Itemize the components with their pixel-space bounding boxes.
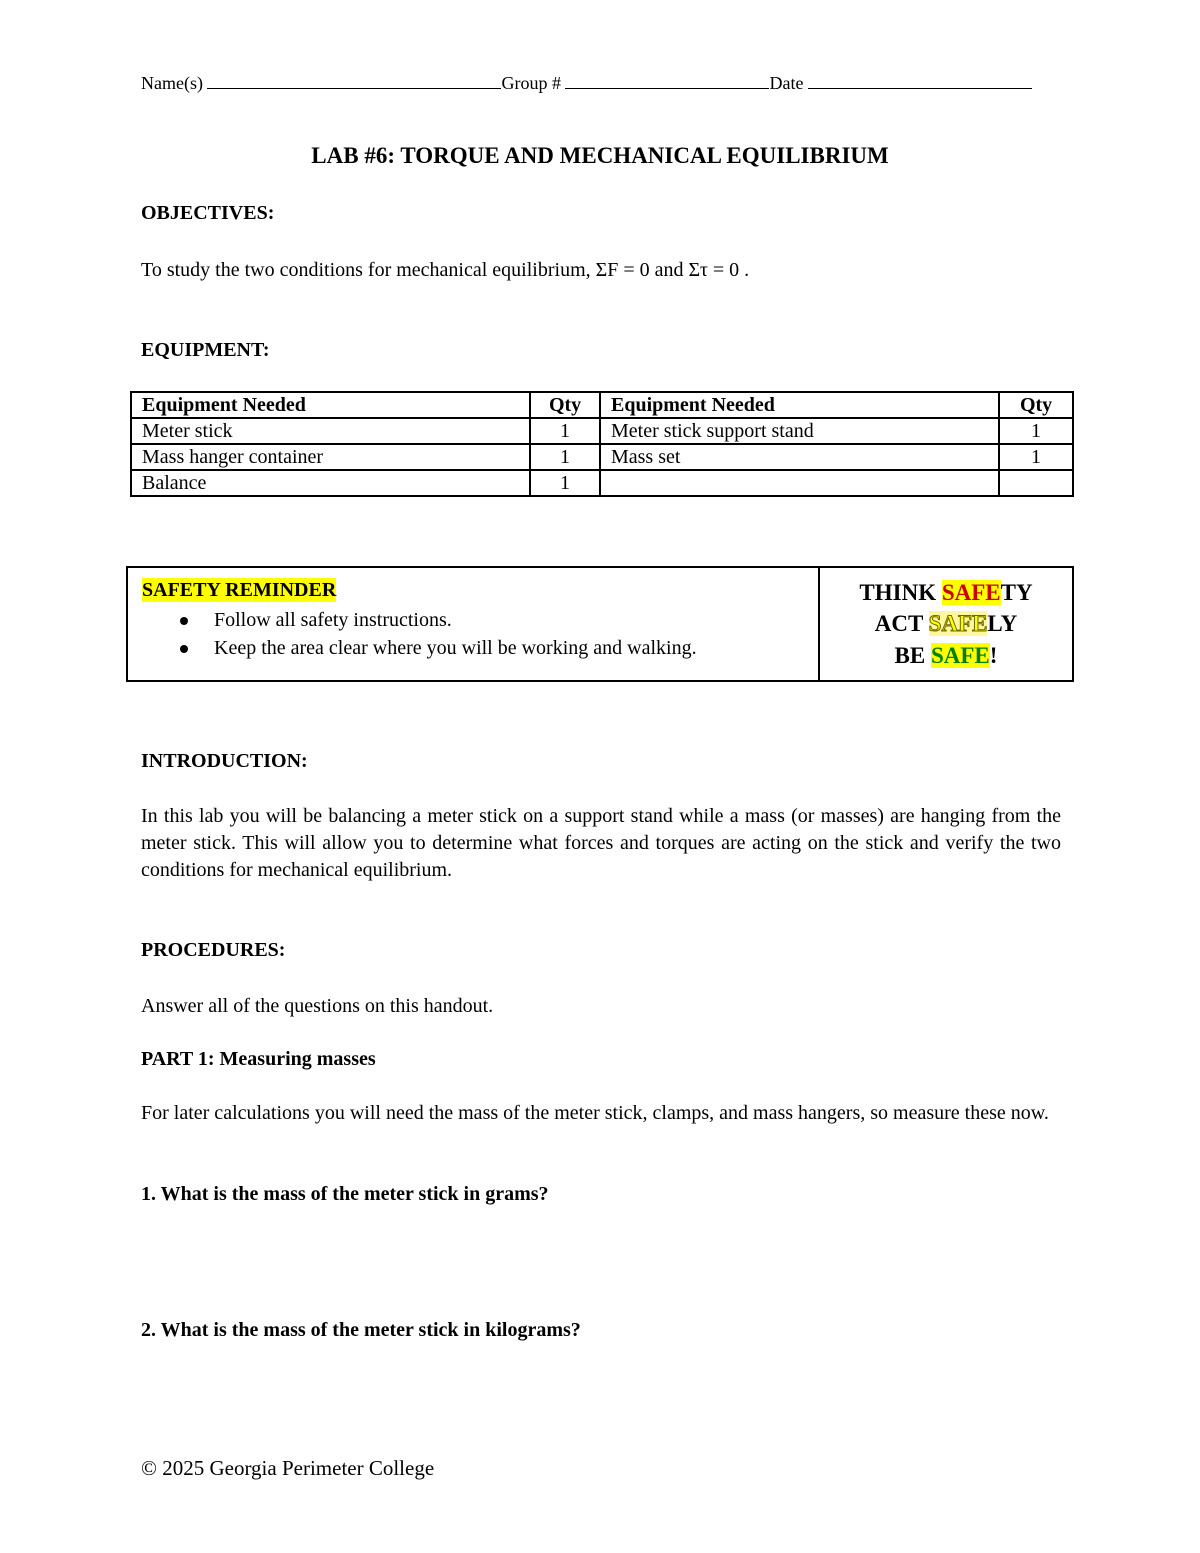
table-cell: Mass set bbox=[600, 444, 999, 470]
page-title: LAB #6: TORQUE AND MECHANICAL EQUILIBRIUM bbox=[311, 143, 889, 168]
column-header: Qty bbox=[999, 392, 1073, 418]
table-row bbox=[131, 418, 1073, 444]
slogan-text: ! bbox=[989, 643, 998, 668]
table-cell: 1 bbox=[530, 444, 600, 470]
safety-reminder-panel bbox=[128, 568, 820, 680]
table-cell: Meter stick bbox=[131, 418, 530, 444]
column-header: Equipment Needed bbox=[131, 392, 530, 418]
table-cell bbox=[600, 470, 999, 496]
table-cell: 1 bbox=[999, 444, 1073, 470]
objectives-text: To study the two conditions for mechanical equilibrium, ΣF = 0 and Στ = 0 . bbox=[141, 259, 750, 281]
procedures-heading: PROCEDURES: bbox=[141, 939, 286, 961]
table-cell: 1 bbox=[530, 418, 600, 444]
slogan-line-2 bbox=[820, 609, 1072, 639]
introduction-heading: INTRODUCTION: bbox=[141, 750, 308, 772]
question-1: 1. What is the mass of the meter stick in grams? bbox=[141, 1183, 549, 1205]
names-field[interactable] bbox=[207, 70, 501, 89]
question-2: 2. What is the mass of the meter stick in kilograms? bbox=[141, 1319, 581, 1341]
group-label: Group # bbox=[501, 73, 561, 93]
date-field[interactable] bbox=[808, 70, 1032, 89]
part1-heading: PART 1: Measuring masses bbox=[141, 1048, 376, 1070]
table-cell: Meter stick support stand bbox=[600, 418, 999, 444]
table-header-row bbox=[131, 392, 1073, 418]
table-cell: Balance bbox=[131, 470, 530, 496]
date-label: Date bbox=[769, 73, 804, 93]
table-cell: Mass hanger container bbox=[131, 444, 530, 470]
slogan-text: THINK bbox=[859, 580, 942, 605]
column-header: Equipment Needed bbox=[600, 392, 999, 418]
group-field[interactable] bbox=[565, 70, 769, 89]
list-item: Keep the area clear where you will be working and walking. bbox=[142, 634, 697, 662]
slogan-highlight: SAFE bbox=[930, 643, 990, 668]
slogan-text: LY bbox=[987, 611, 1018, 636]
slogan-highlight: SAFE bbox=[928, 611, 988, 636]
equipment-heading: EQUIPMENT: bbox=[141, 339, 270, 361]
footer-copyright: © 2025 Georgia Perimeter College bbox=[141, 1456, 435, 1480]
slogan-line-1 bbox=[820, 578, 1072, 608]
objectives-heading: OBJECTIVES: bbox=[141, 202, 275, 224]
slogan-text: BE bbox=[894, 643, 931, 668]
introduction-text: In this lab you will be balancing a meter stick on a support stand while a mass (or masses) are hanging from the meter stick. This will allow you to determine what forces and torques are acting on the stick and verify the two conditions for mechanical equilibrium. bbox=[141, 805, 1061, 881]
table-row bbox=[131, 470, 1073, 496]
names-label: Name(s) bbox=[141, 73, 203, 93]
safety-reminder-box bbox=[126, 566, 1074, 682]
table-row bbox=[131, 444, 1073, 470]
table-cell: 1 bbox=[530, 470, 600, 496]
safety-reminder-title: SAFETY REMINDER bbox=[142, 579, 337, 601]
table-cell bbox=[999, 470, 1073, 496]
part1-text: For later calculations you will need the mass of the meter stick, clamps, and mass hangers, so measure these now. bbox=[141, 1102, 1049, 1124]
safety-slogan bbox=[820, 568, 1072, 680]
slogan-highlight: SAFE bbox=[941, 580, 1001, 605]
equipment-table bbox=[130, 391, 1074, 497]
table-cell: 1 bbox=[999, 418, 1073, 444]
safety-list bbox=[142, 606, 697, 662]
procedures-text: Answer all of the questions on this handout. bbox=[141, 995, 494, 1017]
header-line bbox=[141, 70, 1061, 100]
list-item: Follow all safety instructions. bbox=[142, 606, 697, 634]
slogan-text: ACT bbox=[874, 611, 929, 636]
slogan-line-3 bbox=[820, 641, 1072, 671]
column-header: Qty bbox=[530, 392, 600, 418]
slogan-text: TY bbox=[1000, 580, 1033, 605]
